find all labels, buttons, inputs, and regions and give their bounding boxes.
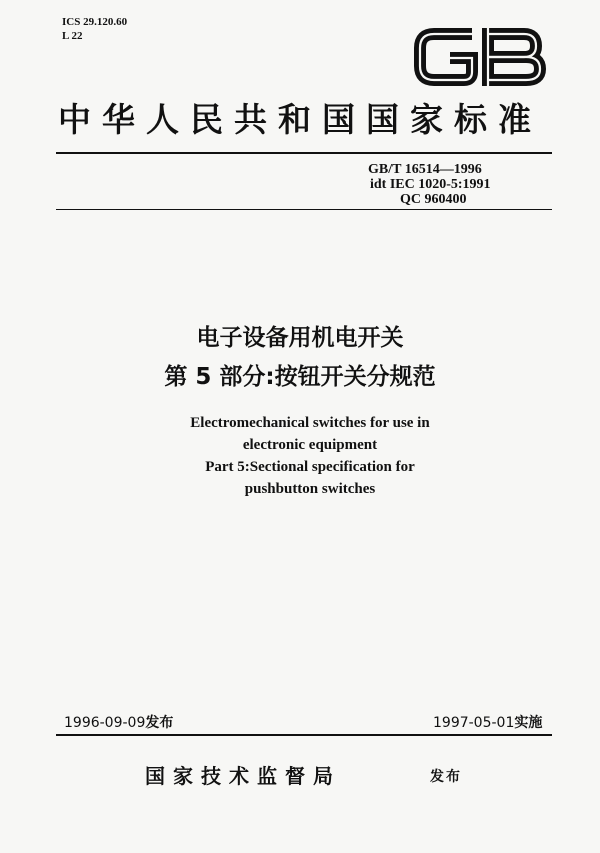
title-zh-line1: 电子设备用机电开关: [196, 325, 404, 351]
title-zh-line2: 第 5 部分:按钮开关分规范: [164, 364, 436, 390]
effective-date: 1997-05-01: [433, 715, 515, 731]
title-en: [0, 412, 600, 500]
effective-date-block: [433, 712, 542, 732]
ccs-code: L 22: [62, 30, 83, 42]
issue-date-block: [64, 712, 173, 732]
title-en-line4: pushbutton switches: [244, 481, 376, 497]
header-divider: [56, 152, 552, 154]
standard-numbers: [368, 162, 491, 207]
issue-word: 发布: [430, 769, 462, 785]
effective-date-label: 实施: [514, 715, 543, 731]
footer-divider: [56, 734, 552, 736]
classification-codes: [62, 15, 127, 43]
title-en-line2: electronic equipment: [242, 437, 378, 453]
qc-number: QC 960400: [400, 192, 467, 207]
gb-number: GB/T 16514—1996: [368, 162, 482, 177]
gb-logo-icon: [408, 22, 548, 92]
issuing-authority: 国家技术监督局: [145, 764, 341, 788]
iec-equivalent: idt IEC 1020-5:1991: [370, 177, 491, 192]
ics-code: ICS 29.120.60: [62, 16, 128, 28]
national-standard-title: 中华人民共和国国家标准: [58, 100, 542, 139]
issue-date: 1996-09-09: [64, 715, 146, 731]
title-en-line1: Electromechanical switches for use in: [190, 415, 430, 431]
title-en-line3: Part 5:Sectional specification for: [205, 459, 415, 475]
issue-date-label: 发布: [145, 715, 174, 731]
number-divider: [56, 209, 552, 210]
